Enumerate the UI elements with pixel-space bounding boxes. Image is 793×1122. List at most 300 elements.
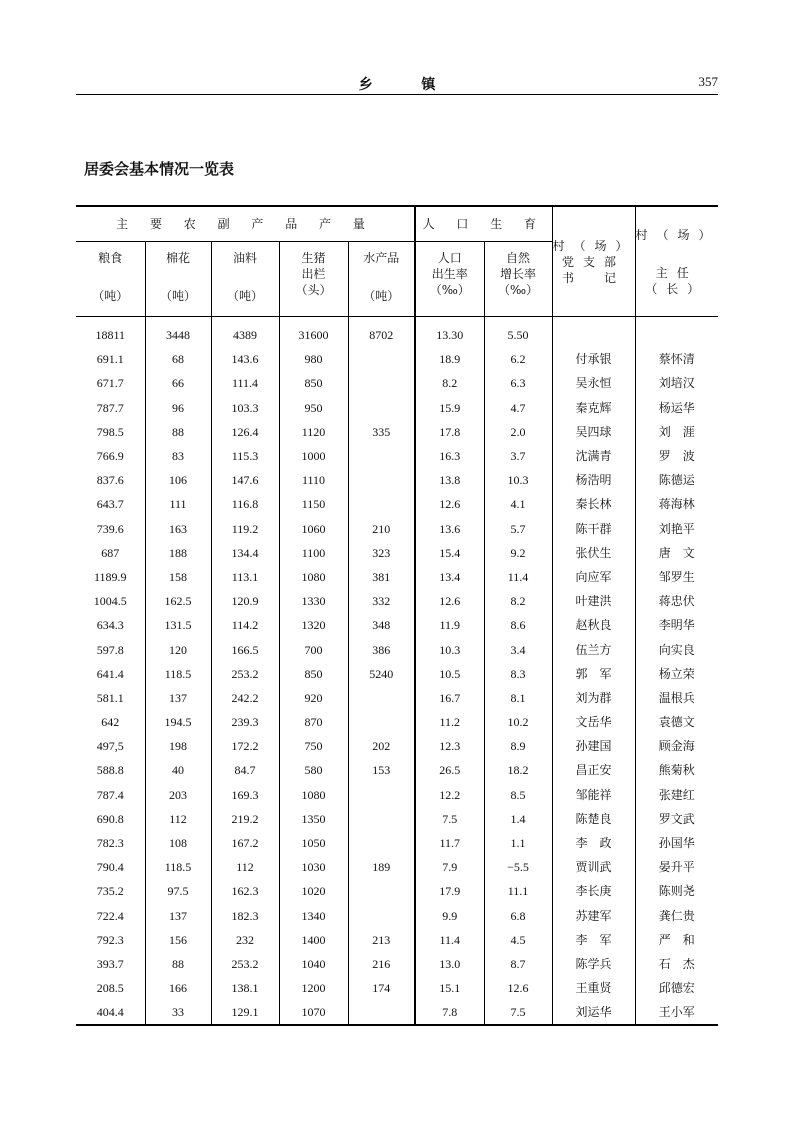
- cell-growth: 8.5: [484, 783, 552, 807]
- cell-pig: 1080: [279, 565, 348, 589]
- page-number: 357: [698, 74, 718, 89]
- cell-grain: 735.2: [96, 884, 124, 899]
- cell-aqua: [348, 904, 415, 928]
- cell-cotton: 131.5: [145, 613, 211, 637]
- cell-oil: 219.2: [211, 807, 279, 831]
- cell-birth: 8.2: [415, 371, 484, 395]
- cell-aqua: [348, 492, 415, 516]
- cell-grain: 208.5: [96, 981, 124, 996]
- cell-oil: 169.3: [211, 783, 279, 807]
- cell-cotton: 106: [145, 468, 211, 492]
- table-row: [76, 879, 718, 903]
- cell-growth: 8.9: [484, 734, 552, 758]
- cell-director: 袁德文: [635, 710, 718, 734]
- cell-oil: 129.1: [211, 1000, 279, 1025]
- cell-birth: 10.3: [415, 637, 484, 661]
- cell-oil: 167.2: [211, 831, 279, 855]
- cell-oil: 232: [211, 928, 279, 952]
- cell-director: 唐 文: [635, 541, 718, 565]
- cell-grain: 597.8: [96, 642, 124, 657]
- cell-birth: 15.4: [415, 541, 484, 565]
- cell-growth: 9.2: [484, 541, 552, 565]
- cell-director: 陈则尧: [635, 879, 718, 903]
- cell-aqua: [348, 396, 415, 420]
- col-header-birth: 人口 出生率 （‰）: [415, 242, 484, 317]
- cell-cotton: 66: [145, 371, 211, 395]
- cell-grain: 690.8: [96, 811, 124, 826]
- cell-growth: 1.4: [484, 807, 552, 831]
- cell-pig: 1150: [279, 492, 348, 516]
- table-row: [76, 758, 718, 782]
- table-row: [76, 976, 718, 1000]
- cell-cotton: 166: [145, 976, 211, 1000]
- cell-aqua: [348, 831, 415, 855]
- cell-grain: 798.5: [96, 424, 124, 439]
- cell-growth: 1.1: [484, 831, 552, 855]
- cell-secretary: 邹能祥: [552, 783, 635, 807]
- cell-director: 严 和: [635, 928, 718, 952]
- cell-cotton: 198: [145, 734, 211, 758]
- cell-pig: 700: [279, 637, 348, 661]
- table-row: [76, 517, 718, 541]
- cell-birth: 9.9: [415, 904, 484, 928]
- cell-growth: 12.6: [484, 976, 552, 1000]
- cell-director: 向实良: [635, 637, 718, 661]
- cell-secretary: 李 政: [552, 831, 635, 855]
- cell-grain: 787.4: [96, 787, 124, 802]
- table-row: [76, 613, 718, 637]
- cell-secretary: 吴永恒: [552, 371, 635, 395]
- cell-director: 孙国华: [635, 831, 718, 855]
- cell-birth: 16.3: [415, 444, 484, 468]
- cell-birth: 16.7: [415, 686, 484, 710]
- cell-birth: 13.6: [415, 517, 484, 541]
- cell-cotton: 96: [145, 396, 211, 420]
- table-row: [76, 807, 718, 831]
- group-header-pop: 人 口 生 育: [415, 206, 552, 242]
- cell-secretary: 刘运华: [552, 1000, 635, 1025]
- cell-secretary: 孙建国: [552, 734, 635, 758]
- group-header-agri: 主 要 农 副 产 品 产 量: [76, 206, 415, 242]
- cell-growth: 10.3: [484, 468, 552, 492]
- cell-grain: 641.4: [96, 666, 124, 681]
- table-row: [76, 468, 718, 492]
- cell-cotton: 3448: [145, 317, 211, 348]
- cell-director: 邹罗生: [635, 565, 718, 589]
- cell-cotton: 118.5: [145, 855, 211, 879]
- cell-secretary: 陈学兵: [552, 952, 635, 976]
- cell-director: 王小军: [635, 1000, 718, 1025]
- cell-aqua: 386: [348, 637, 415, 661]
- cell-cotton: 162.5: [145, 589, 211, 613]
- cell-oil: 120.9: [211, 589, 279, 613]
- cell-pig: 1350: [279, 807, 348, 831]
- cell-growth: −5.5: [484, 855, 552, 879]
- cell-oil: 4389: [211, 317, 279, 348]
- cell-grain: 787.7: [96, 400, 124, 415]
- cell-growth: 4.1: [484, 492, 552, 516]
- cell-aqua: 153: [348, 758, 415, 782]
- cell-director: 晏升平: [635, 855, 718, 879]
- cell-grain: 766.9: [96, 449, 124, 464]
- cell-oil: 134.4: [211, 541, 279, 565]
- cell-aqua: 189: [348, 855, 415, 879]
- cell-birth: 12.2: [415, 783, 484, 807]
- col-header-aqua: 水产品 （吨）: [348, 242, 415, 317]
- cell-pig: 1340: [279, 904, 348, 928]
- cell-director: 蔡怀清: [635, 347, 718, 371]
- cell-secretary: 李长庚: [552, 879, 635, 903]
- cell-grain: 792.3: [96, 932, 124, 947]
- cell-cotton: 156: [145, 928, 211, 952]
- cell-birth: 11.2: [415, 710, 484, 734]
- cell-cotton: 88: [145, 420, 211, 444]
- table-row: [76, 686, 718, 710]
- cell-secretary: 张伏生: [552, 541, 635, 565]
- cell-pig: 1080: [279, 783, 348, 807]
- cell-oil: 166.5: [211, 637, 279, 661]
- cell-cotton: 97.5: [145, 879, 211, 903]
- cell-grain: 739.6: [96, 521, 124, 536]
- cell-aqua: 381: [348, 565, 415, 589]
- cell-grain: 782.3: [96, 836, 124, 851]
- cell-aqua: 213: [348, 928, 415, 952]
- cell-secretary: 向应军: [552, 565, 635, 589]
- cell-secretary: 贾训武: [552, 855, 635, 879]
- cell-birth: 26.5: [415, 758, 484, 782]
- cell-secretary: 叶建洪: [552, 589, 635, 613]
- cell-pig: 1070: [279, 1000, 348, 1025]
- cell-oil: 182.3: [211, 904, 279, 928]
- cell-director: 熊菊秋: [635, 758, 718, 782]
- cell-cotton: 112: [145, 807, 211, 831]
- table-row: [76, 347, 718, 371]
- col-header-secretary: 村（场） 党支部 书 记: [552, 206, 635, 317]
- cell-aqua: 8702: [348, 317, 415, 348]
- cell-secretary: [552, 317, 635, 348]
- cell-pig: 850: [279, 662, 348, 686]
- table-row: [76, 831, 718, 855]
- cell-pig: 950: [279, 396, 348, 420]
- cell-pig: 580: [279, 758, 348, 782]
- cell-growth: 18.2: [484, 758, 552, 782]
- cell-cotton: 203: [145, 783, 211, 807]
- table-row: [76, 710, 718, 734]
- cell-growth: 10.2: [484, 710, 552, 734]
- cell-aqua: 5240: [348, 662, 415, 686]
- cell-oil: 126.4: [211, 420, 279, 444]
- cell-cotton: 137: [145, 904, 211, 928]
- cell-secretary: 杨浩明: [552, 468, 635, 492]
- table-row: [76, 928, 718, 952]
- table-row: [76, 541, 718, 565]
- cell-director: 李明华: [635, 613, 718, 637]
- cell-pig: 1060: [279, 517, 348, 541]
- cell-pig: 850: [279, 371, 348, 395]
- cell-secretary: 赵秋良: [552, 613, 635, 637]
- cell-director: 罗文武: [635, 807, 718, 831]
- cell-birth: 12.6: [415, 589, 484, 613]
- cell-aqua: 210: [348, 517, 415, 541]
- table-row: [76, 952, 718, 976]
- cell-secretary: 郭 军: [552, 662, 635, 686]
- cell-growth: 5.7: [484, 517, 552, 541]
- cell-birth: 17.8: [415, 420, 484, 444]
- cell-aqua: [348, 347, 415, 371]
- table-row: [76, 904, 718, 928]
- cell-secretary: 秦长林: [552, 492, 635, 516]
- col-header-cotton: 棉花 （吨）: [145, 242, 211, 317]
- cell-pig: 1200: [279, 976, 348, 1000]
- cell-growth: 4.7: [484, 396, 552, 420]
- cell-grain: 687: [101, 545, 120, 560]
- cell-director: 杨运华: [635, 396, 718, 420]
- cell-director: 刘艳平: [635, 517, 718, 541]
- cell-oil: 253.2: [211, 952, 279, 976]
- cell-grain: 671.7: [96, 376, 124, 391]
- cell-growth: 11.4: [484, 565, 552, 589]
- cell-oil: 239.3: [211, 710, 279, 734]
- cell-pig: 1030: [279, 855, 348, 879]
- cell-aqua: 335: [348, 420, 415, 444]
- cell-secretary: 李 军: [552, 928, 635, 952]
- cell-aqua: [348, 444, 415, 468]
- cell-pig: 980: [279, 347, 348, 371]
- cell-cotton: 111: [145, 492, 211, 516]
- cell-cotton: 158: [145, 565, 211, 589]
- cell-birth: 13.8: [415, 468, 484, 492]
- table-title: 居委会基本情况一览表: [84, 160, 235, 178]
- table-row: [76, 1000, 718, 1025]
- cell-birth: 10.5: [415, 662, 484, 686]
- col-header-director: 村（场） 主任（长）: [635, 206, 718, 317]
- cell-secretary: 沈满青: [552, 444, 635, 468]
- cell-secretary: 文岳华: [552, 710, 635, 734]
- cell-director: 陈德运: [635, 468, 718, 492]
- cell-grain: 1004.5: [93, 594, 127, 609]
- cell-growth: 8.7: [484, 952, 552, 976]
- cell-secretary: 陈楚良: [552, 807, 635, 831]
- table-row: [76, 317, 718, 348]
- cell-secretary: 王重贤: [552, 976, 635, 1000]
- col-header-pig: 生猪 出栏 （头）: [279, 242, 348, 317]
- table-row: [76, 396, 718, 420]
- cell-aqua: [348, 710, 415, 734]
- cell-pig: 1020: [279, 879, 348, 903]
- table-row: [76, 734, 718, 758]
- cell-birth: 11.7: [415, 831, 484, 855]
- cell-oil: 143.6: [211, 347, 279, 371]
- cell-secretary: 苏建军: [552, 904, 635, 928]
- cell-director: 邱德宏: [635, 976, 718, 1000]
- cell-cotton: 194.5: [145, 710, 211, 734]
- cell-pig: 1000: [279, 444, 348, 468]
- cell-growth: 8.6: [484, 613, 552, 637]
- cell-grain: 497,5: [96, 739, 124, 754]
- cell-oil: 253.2: [211, 662, 279, 686]
- cell-pig: 31600: [279, 317, 348, 348]
- header-rule: [76, 94, 718, 95]
- cell-oil: 112: [211, 855, 279, 879]
- cell-grain: 393.7: [96, 956, 124, 971]
- table-row: [76, 589, 718, 613]
- cell-cotton: 68: [145, 347, 211, 371]
- table-row: [76, 371, 718, 395]
- cell-grain: 790.4: [96, 860, 124, 875]
- cell-growth: 4.5: [484, 928, 552, 952]
- cell-oil: 138.1: [211, 976, 279, 1000]
- cell-secretary: 昌正安: [552, 758, 635, 782]
- cell-director: 石 杰: [635, 952, 718, 976]
- cell-cotton: 108: [145, 831, 211, 855]
- col-header-growth: 自然 增长率 （‰）: [484, 242, 552, 317]
- col-header-grain: 粮食 （吨）: [76, 242, 145, 317]
- cell-aqua: 332: [348, 589, 415, 613]
- cell-birth: 15.1: [415, 976, 484, 1000]
- cell-director: 刘 涯: [635, 420, 718, 444]
- cell-aqua: [348, 686, 415, 710]
- cell-secretary: 伍兰方: [552, 637, 635, 661]
- cell-director: [635, 317, 718, 348]
- cell-birth: 11.4: [415, 928, 484, 952]
- cell-aqua: [348, 783, 415, 807]
- cell-oil: 113.1: [211, 565, 279, 589]
- cell-aqua: 216: [348, 952, 415, 976]
- cell-aqua: [348, 468, 415, 492]
- cell-cotton: 163: [145, 517, 211, 541]
- cell-birth: 12.3: [415, 734, 484, 758]
- cell-grain: 837.6: [96, 473, 124, 488]
- cell-oil: 103.3: [211, 396, 279, 420]
- cell-pig: 1400: [279, 928, 348, 952]
- cell-oil: 162.3: [211, 879, 279, 903]
- cell-aqua: 323: [348, 541, 415, 565]
- cell-growth: 5.50: [484, 317, 552, 348]
- cell-aqua: 202: [348, 734, 415, 758]
- cell-growth: 6.2: [484, 347, 552, 371]
- cell-birth: 12.6: [415, 492, 484, 516]
- cell-secretary: 陈干群: [552, 517, 635, 541]
- cell-aqua: 348: [348, 613, 415, 637]
- cell-grain: 18811: [95, 328, 126, 343]
- cell-birth: 17.9: [415, 879, 484, 903]
- cell-growth: 8.3: [484, 662, 552, 686]
- cell-growth: 6.3: [484, 371, 552, 395]
- table-row: [76, 444, 718, 468]
- cell-oil: 116.8: [211, 492, 279, 516]
- cell-aqua: [348, 879, 415, 903]
- cell-birth: 13.4: [415, 565, 484, 589]
- cell-aqua: [348, 1000, 415, 1025]
- cell-pig: 1320: [279, 613, 348, 637]
- cell-cotton: 83: [145, 444, 211, 468]
- cell-grain: 1189.9: [93, 569, 127, 584]
- cell-director: 温根兵: [635, 686, 718, 710]
- cell-growth: 3.4: [484, 637, 552, 661]
- cell-birth: 7.5: [415, 807, 484, 831]
- cell-oil: 114.2: [211, 613, 279, 637]
- cell-pig: 750: [279, 734, 348, 758]
- table-row: [76, 783, 718, 807]
- cell-secretary: 刘为群: [552, 686, 635, 710]
- section-title: 乡 镇: [358, 77, 458, 93]
- table-row: [76, 637, 718, 661]
- cell-grain: 643.7: [96, 497, 124, 512]
- cell-grain: 404.4: [96, 1005, 124, 1020]
- cell-director: 罗 波: [635, 444, 718, 468]
- col-header-oil: 油料 （吨）: [211, 242, 279, 317]
- cell-pig: 1040: [279, 952, 348, 976]
- cell-growth: 2.0: [484, 420, 552, 444]
- cell-birth: 7.9: [415, 855, 484, 879]
- cell-secretary: 秦克辉: [552, 396, 635, 420]
- cell-pig: 870: [279, 710, 348, 734]
- cell-grain: 642: [101, 715, 120, 730]
- cell-grain: 691.1: [96, 352, 124, 367]
- cell-pig: 920: [279, 686, 348, 710]
- cell-director: 张建红: [635, 783, 718, 807]
- cell-oil: 147.6: [211, 468, 279, 492]
- data-table: [76, 205, 718, 1026]
- cell-director: 蒋忠伏: [635, 589, 718, 613]
- cell-cotton: 120: [145, 637, 211, 661]
- cell-growth: 8.2: [484, 589, 552, 613]
- cell-director: 杨立荣: [635, 662, 718, 686]
- table-body: [76, 317, 718, 1026]
- cell-oil: 172.2: [211, 734, 279, 758]
- cell-director: 顾金海: [635, 734, 718, 758]
- cell-secretary: 吴四球: [552, 420, 635, 444]
- cell-growth: 3.7: [484, 444, 552, 468]
- cell-birth: 13.0: [415, 952, 484, 976]
- cell-cotton: 118.5: [145, 662, 211, 686]
- cell-aqua: [348, 371, 415, 395]
- cell-birth: 11.9: [415, 613, 484, 637]
- cell-oil: 111.4: [211, 371, 279, 395]
- table-row: [76, 565, 718, 589]
- cell-cotton: 88: [145, 952, 211, 976]
- cell-pig: 1100: [279, 541, 348, 565]
- cell-birth: 18.9: [415, 347, 484, 371]
- cell-aqua: 174: [348, 976, 415, 1000]
- cell-cotton: 137: [145, 686, 211, 710]
- cell-director: 蒋海林: [635, 492, 718, 516]
- cell-secretary: 付承银: [552, 347, 635, 371]
- cell-director: 龚仁贵: [635, 904, 718, 928]
- cell-oil: 242.2: [211, 686, 279, 710]
- cell-grain: 581.1: [96, 690, 124, 705]
- table-row: [76, 855, 718, 879]
- cell-growth: 11.1: [484, 879, 552, 903]
- cell-birth: 15.9: [415, 396, 484, 420]
- cell-pig: 1120: [279, 420, 348, 444]
- cell-cotton: 188: [145, 541, 211, 565]
- cell-aqua: [348, 807, 415, 831]
- cell-growth: 6.8: [484, 904, 552, 928]
- cell-pig: 1110: [279, 468, 348, 492]
- cell-growth: 8.1: [484, 686, 552, 710]
- cell-cotton: 33: [145, 1000, 211, 1025]
- cell-cotton: 40: [145, 758, 211, 782]
- cell-grain: 588.8: [96, 763, 124, 778]
- table-row: [76, 492, 718, 516]
- cell-director: 刘培汉: [635, 371, 718, 395]
- cell-birth: 13.30: [415, 317, 484, 348]
- table-row: [76, 662, 718, 686]
- cell-grain: 722.4: [96, 908, 124, 923]
- cell-grain: 634.3: [96, 618, 124, 633]
- cell-oil: 119.2: [211, 517, 279, 541]
